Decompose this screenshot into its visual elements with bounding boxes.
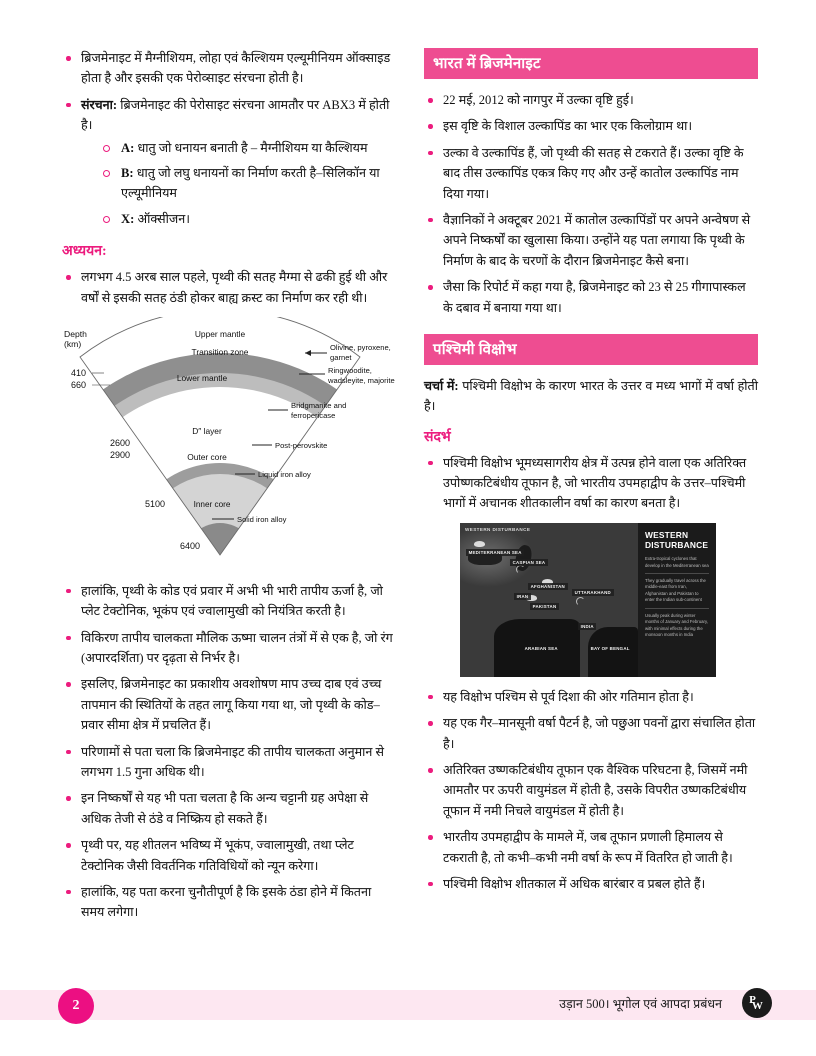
infographic-text-panel <box>638 523 716 677</box>
depth-5100: 5100 <box>145 498 166 509</box>
panel-title-line2: DISTURBANCE <box>645 539 709 550</box>
callout-liquid-iron: Liquid iron alloy <box>258 469 311 479</box>
depth-2600: 2600 <box>110 437 131 448</box>
earth-interior-diagram <box>62 317 396 569</box>
map-label-mediterranean-sea: MEDITERRANEAN SEA <box>466 549 524 556</box>
pw-logo-w: W <box>751 999 763 1012</box>
list-item <box>62 742 396 783</box>
panel-title <box>645 531 709 550</box>
bullet-text: यह एक गैर–मानसूनी वर्षा पैटर्न है, जो पछुआ पवनों द्वारा संचालित होता है। <box>443 716 756 751</box>
map-label-bay-of-bengal: BAY OF BENGAL <box>590 646 630 652</box>
study-bullet-list <box>62 267 396 308</box>
left-top-bullet-list <box>62 48 396 229</box>
list-item <box>424 277 758 318</box>
bullet-text: यह विक्षोभ पश्चिम से पूर्व दिशा की ओर गतिमान होता है। <box>443 689 694 704</box>
study-heading: अध्ययन: <box>62 244 107 260</box>
list-item <box>424 116 758 136</box>
list-item <box>424 210 758 271</box>
list-item <box>424 453 758 514</box>
sub-text: धातु जो धनायन बनाती है – मैग्नीशियम या कैल्शियम <box>137 140 368 155</box>
map-label-iran: IRAN <box>514 593 531 600</box>
depth-axis-title-line1: Depth <box>64 328 87 339</box>
list-item <box>62 788 396 829</box>
list-item <box>424 874 758 894</box>
depth-2900: 2900 <box>110 449 131 460</box>
list-item <box>424 90 758 110</box>
bullet-text: जैसा कि रिपोर्ट में कहा गया है, ब्रिजमेनाइट को 23 से 25 गीगापास्कल के दबाव में बनाया गया था। <box>443 280 746 315</box>
layer-label-lower-mantle: Lower mantle <box>176 372 228 383</box>
section-heading-western-disturbance: पश्चिमी विक्षोभ <box>424 334 758 365</box>
context-heading: संदर्भ <box>424 429 451 445</box>
earth-diagram-svg <box>62 317 396 569</box>
western-disturbance-infographic <box>460 523 716 677</box>
map-label-uttarakhand: UTTARAKHAND <box>572 589 614 596</box>
list-item <box>62 628 396 669</box>
callout-bridgmanite: Bridgmanite and <box>291 400 347 410</box>
map-label-india: INDIA <box>578 623 596 630</box>
bullet-text: वैज्ञानिकों ने अक्टूबर 2021 में कातोल उल्कापिंडों पर अपने अन्वेषण से अपने निष्कर्षों का खुलासा किया। उन्होंने यह पता लगाया कि पृथ्वी के निर्माण के बाद के चरणों के दौरान ब्रिजमेनाइट कैसे बना। <box>443 212 751 268</box>
bullet-text: ब्रिजमेनाइट में मैग्नीशियम, लोहा एवं कैल्शियम एल्यूमीनियम ऑक्साइड होता है और इसकी एक पेरोव्साइट संरचना होती है। <box>81 51 391 86</box>
footer-title: उड़ान 500। भूगोल एवं आपदा प्रबंधन <box>559 997 722 1011</box>
bullet-label: संरचना: <box>81 97 118 112</box>
list-item <box>424 760 758 821</box>
map-label-arabian-sea: ARABIAN SEA <box>524 646 558 652</box>
map-label-afghanistan: AFGHANISTAN <box>528 583 568 590</box>
bullet-text: पृथ्वी पर, यह शीतलन भविष्य में भूकंप, ज्वालामुखी, तथा प्लेट टेक्टोनिक जैसी विवर्तनिक गतिविधियों को न्यून करेगा। <box>81 838 354 873</box>
bullet-text: अतिरिक्त उष्णकटिबंधीय तूफान एक वैश्विक परिघटना है, जिसमें नमी आमतौर पर ऊपरी वायुमंडल में होती है, उसके विपरीत उष्णकटिबंधीय तूफान में नमी निचले वायुमंडल में होती है। <box>443 763 748 818</box>
list-item <box>62 267 396 308</box>
list-item <box>424 713 758 754</box>
depth-660: 660 <box>71 379 87 390</box>
section-heading-bridgmanite-in-india: भारत में ब्रिजमेनाइट <box>424 48 758 79</box>
left-lower-bullet-list <box>62 581 396 923</box>
panel-paragraph: Usually peak during winter months of January and February, with minimal effects during the monsoon months in India <box>645 608 709 643</box>
bullet-text: पश्चिमी विक्षोभ शीतकाल में अधिक बारंबार व प्रबल होते हैं। <box>443 876 706 891</box>
charcha-text: पश्चिमी विक्षोभ के कारण भारत के उत्तर व मध्य भागों में वर्षा होती है। <box>424 378 758 414</box>
depth-6400: 6400 <box>180 540 201 551</box>
bullet-text: इस वृष्टि के विशाल उल्कापिंड का भार एक किलोग्राम था। <box>443 119 693 134</box>
list-item <box>62 882 396 923</box>
panel-title-line1: WESTERN <box>645 529 689 540</box>
bullet-text: हालांकि, यह पता करना चुनौतीपूर्ण है कि इसके ठंडा होने में कितना समय लगेगा। <box>81 884 372 920</box>
page-number-badge: 2 <box>58 988 94 1024</box>
list-item <box>101 163 396 204</box>
panel-paragraph: They gradually travel across the middle-east from Iran, Afghanistan and Pakistan to enter the Indian sub-continent <box>645 573 709 608</box>
bridgmanite-bullet-list <box>424 90 758 318</box>
svg-text:ferropericase: ferropericase <box>291 410 336 420</box>
map-label-caspian-sea: CASPIAN SEA <box>510 559 548 566</box>
layer-label-outer-core: Outer core <box>187 451 227 462</box>
layer-label-transition-zone: Transition zone <box>191 346 249 357</box>
map-label-pakistan: PAKISTAN <box>530 603 559 610</box>
sub-label: A: <box>121 140 135 155</box>
callout-ringwoodite: Ringwoodite, <box>328 365 372 375</box>
pw-logo <box>742 988 772 1018</box>
charcha-label: चर्चा में: <box>424 378 459 393</box>
list-item <box>62 581 396 622</box>
bullet-text: उल्का वे उल्कापिंड हैं, जो पृथ्वी की सतह से टकराते हैं। उल्का वृष्टि के बाद तीस उल्कापिंड एकत्र किए गए और उन्हें कातोल उल्कापिंड नाम दिया गया। <box>443 145 744 201</box>
sub-label: B: <box>121 165 134 180</box>
cyclone-swirl-icon <box>576 597 585 606</box>
sub-label: X: <box>121 211 135 226</box>
left-column <box>62 48 396 929</box>
structure-sublist <box>101 138 396 230</box>
wd-bullets-after-image <box>424 687 758 895</box>
list-item <box>62 48 396 89</box>
wd-bullets-before-image <box>424 453 758 514</box>
svg-text:garnet: garnet <box>330 352 352 362</box>
list-item <box>101 138 396 158</box>
bullet-text: इन निष्कर्षों से यह भी पता चलता है कि अन्य चट्टानी ग्रह अपेक्षा से अधिक तेजी से ठंडे व निष्क्रिय हो सकते हैं। <box>81 791 369 826</box>
bullet-body: ब्रिजमेनाइट की पेरोसाइट संरचना आमतौर पर ABX3 में होती है। <box>81 97 390 133</box>
cloud-icon <box>474 541 485 547</box>
sub-text: धातु जो लघु धनायनों का निर्माण करती है–सिलिकॉन या एल्यूमीनियम <box>121 165 380 201</box>
list-item <box>62 95 396 229</box>
callout-olivine: Olivine, pyroxene, <box>330 342 391 352</box>
bullet-text: भारतीय उपमहाद्वीप के मामले में, जब तूफान प्रणाली हिमालय से टकराती है, तो कभी–कभी नमी वर्षा के रूप में वितरित हो जाती है। <box>443 830 733 865</box>
bullet-text: 22 मई, 2012 को नागपुर में उल्का वृष्टि हुई। <box>443 93 634 107</box>
bullet-text: इसलिए, ब्रिजमेनाइट का प्रकाशीय अवशोषण माप उच्च दाब एवं उच्च तापमान की स्थितियों के तहत लागू किया गया था, जो पृथ्वी के कोड–प्रवार सीमा क्षेत्र में प्रचलित हैं। <box>81 677 382 733</box>
bullet-text: परिणामों से पता चला कि ब्रिजमेनाइट की तापीय चालकता अनुमान से लगभग 1.5 गुना अधिक थी। <box>81 744 385 780</box>
list-item <box>62 674 396 735</box>
depth-axis-title-line2: (km) <box>64 338 82 349</box>
callout-post-perovskite: Post-perovskite <box>275 440 328 450</box>
list-item <box>424 827 758 868</box>
bullet-text: पश्चिमी विक्षोभ भूमध्यसागरीय क्षेत्र में उत्पन्न होने वाला एक अतिरिक्त उपोष्णकटिबंधीय तूफान है, जो भारतीय उपमहाद्वीप के उत्तर–पश्चिमी भागों में अचानक शीतकालीन वर्षा का कारण बनता है। <box>443 455 747 511</box>
list-item <box>101 209 396 229</box>
layer-label-inner-core: Inner core <box>193 499 231 509</box>
list-item <box>424 687 758 707</box>
sub-text: ऑक्सीजन। <box>137 211 191 226</box>
layer-label-upper-mantle: Upper mantle <box>194 328 246 339</box>
depth-410: 410 <box>71 367 87 378</box>
pw-logo-p: P <box>749 993 756 1006</box>
layer-label-d-layer: D″ layer <box>192 425 222 436</box>
bullet-text: लगभग 4.5 अरब साल पहले, पृथ्वी की सतह मैग्मा से ढकी हुई थी और वर्षों से इसकी सतह ठंडी होकर बाह्य क्रस्ट का निर्माण कर रही थी। <box>81 270 388 305</box>
panel-paragraph: Extra-tropical cyclones that develop in the Mediterranean sea <box>645 556 709 568</box>
right-column <box>424 48 758 929</box>
bullet-text <box>81 98 389 132</box>
image-watermark: WESTERN DISTURBANCE <box>465 526 531 532</box>
svg-text:wadsleyite, majorite: wadsleyite, majorite <box>328 375 395 385</box>
list-item <box>62 835 396 876</box>
charcha-mein-paragraph <box>424 376 758 417</box>
list-item <box>424 143 758 204</box>
two-column-layout <box>62 48 758 929</box>
bullet-text: विकिरण तापीय चालकता मौलिक ऊष्मा चालन तंत्रों में से एक है, जो रंग (अपारदर्शिता) पर दृढ़ता से निर्भर है। <box>81 630 393 666</box>
callout-solid-iron: Solid iron alloy <box>237 514 287 524</box>
bullet-text: हालांकि, पृथ्वी के कोड एवं प्रवार में अभी भी भारी तापीय ऊर्जा है, जो प्लेट टेक्टोनिक, भूकंप एवं ज्वालामुखी को नियंत्रित करती है। <box>81 583 383 619</box>
